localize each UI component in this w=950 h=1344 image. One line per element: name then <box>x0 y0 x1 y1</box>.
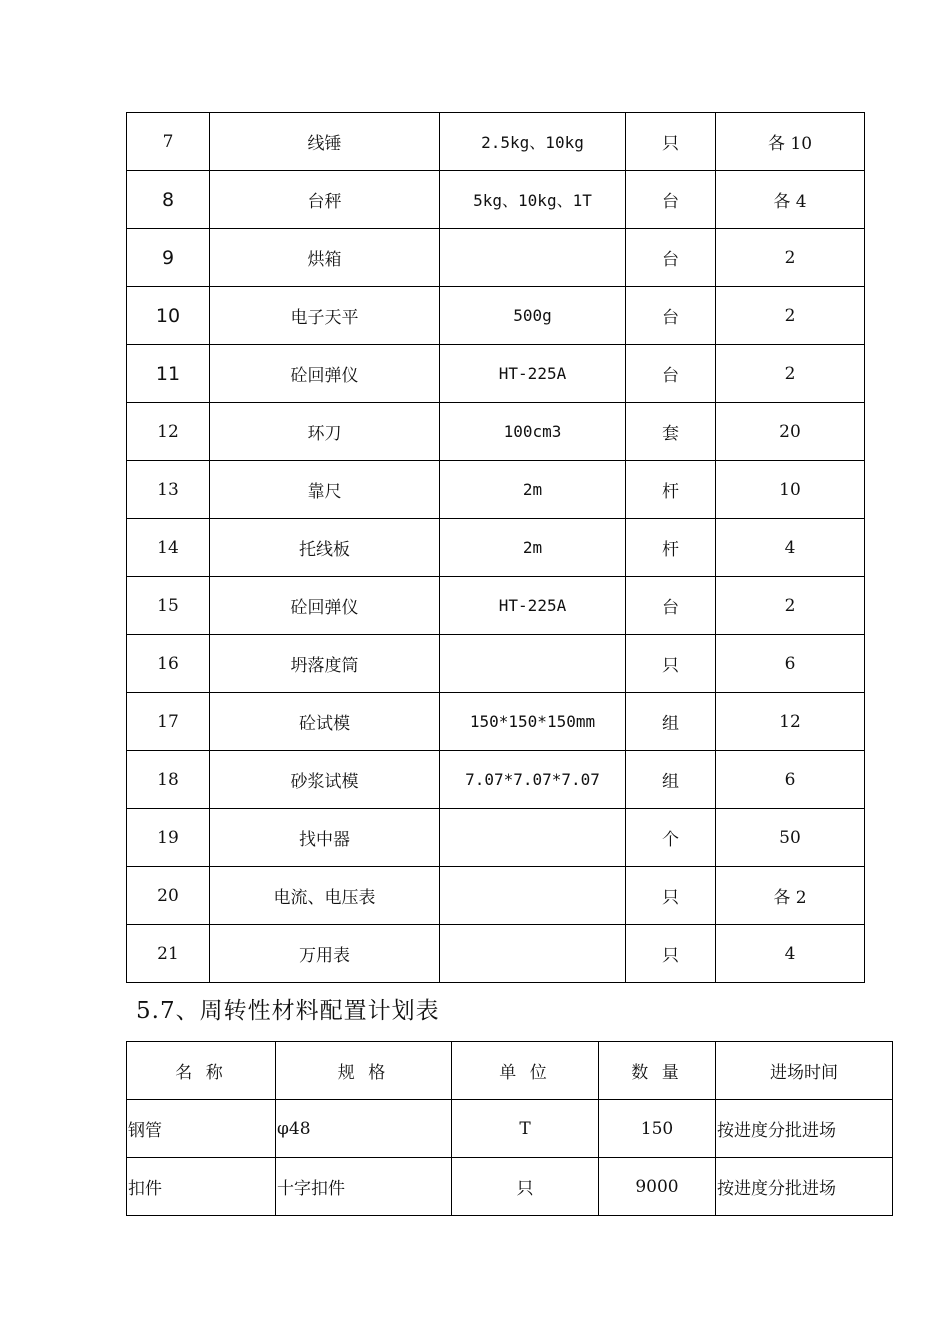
item-spec: 100cm3 <box>440 403 626 461</box>
item-unit: 只 <box>626 867 716 925</box>
item-qty: 6 <box>716 635 865 693</box>
table-row <box>127 751 865 809</box>
row-number: 20 <box>127 867 210 925</box>
row-number: 15 <box>127 577 210 635</box>
row-number: 12 <box>127 403 210 461</box>
item-unit: 台 <box>626 287 716 345</box>
material-plan-table <box>126 1041 893 1216</box>
table-row <box>127 693 865 751</box>
table-row <box>127 171 865 229</box>
item-unit: 组 <box>626 751 716 809</box>
item-unit: 套 <box>626 403 716 461</box>
item-qty: 2 <box>716 229 865 287</box>
table-row <box>127 461 865 519</box>
item-spec <box>440 635 626 693</box>
table-row <box>127 577 865 635</box>
row-number: 14 <box>127 519 210 577</box>
section-title: 5.7、周转性材料配置计划表 <box>136 998 440 1024</box>
table-row <box>127 345 865 403</box>
item-spec: 150*150*150mm <box>440 693 626 751</box>
item-unit: 台 <box>626 171 716 229</box>
item-qty: 4 <box>716 925 865 983</box>
item-qty: 2 <box>716 287 865 345</box>
item-unit: 台 <box>626 229 716 287</box>
row-number: 16 <box>127 635 210 693</box>
row-number: 13 <box>127 461 210 519</box>
item-spec: HT-225A <box>440 345 626 403</box>
item-name: 砼回弹仪 <box>210 577 440 635</box>
item-qty: 2 <box>716 577 865 635</box>
table-row <box>127 287 865 345</box>
header-time: 进场时间 <box>716 1042 893 1100</box>
row-number: 17 <box>127 693 210 751</box>
item-qty: 各 4 <box>716 171 865 229</box>
material-spec: 十字扣件 <box>276 1158 452 1216</box>
item-spec <box>440 925 626 983</box>
item-qty: 50 <box>716 809 865 867</box>
table-row <box>127 925 865 983</box>
item-unit: 只 <box>626 635 716 693</box>
item-name: 托线板 <box>210 519 440 577</box>
row-number: 11 <box>127 345 210 403</box>
row-number: 9 <box>127 229 210 287</box>
material-spec: φ48 <box>276 1100 452 1158</box>
material-arrival-time: 按进度分批进场 <box>716 1158 893 1216</box>
header-qty: 数 量 <box>599 1042 716 1100</box>
header-unit: 单 位 <box>452 1042 599 1100</box>
item-qty: 10 <box>716 461 865 519</box>
table-row <box>127 113 865 171</box>
item-unit: 组 <box>626 693 716 751</box>
item-name: 烘箱 <box>210 229 440 287</box>
row-number: 8 <box>127 171 210 229</box>
item-unit: 杆 <box>626 519 716 577</box>
item-unit: 台 <box>626 345 716 403</box>
item-name: 电流、电压表 <box>210 867 440 925</box>
equipment-table <box>126 112 865 983</box>
item-name: 环刀 <box>210 403 440 461</box>
row-number: 7 <box>127 113 210 171</box>
item-name: 线锤 <box>210 113 440 171</box>
row-number: 10 <box>127 287 210 345</box>
header-spec: 规 格 <box>276 1042 452 1100</box>
item-qty: 12 <box>716 693 865 751</box>
table-header-row <box>127 1042 893 1100</box>
item-spec: 5kg、10kg、1T <box>440 171 626 229</box>
item-unit: 台 <box>626 577 716 635</box>
row-number: 19 <box>127 809 210 867</box>
table-row <box>127 1158 893 1216</box>
item-spec <box>440 867 626 925</box>
table-row <box>127 229 865 287</box>
table-row <box>127 1100 893 1158</box>
item-qty: 6 <box>716 751 865 809</box>
item-spec: HT-225A <box>440 577 626 635</box>
material-unit: 只 <box>452 1158 599 1216</box>
item-spec: 500g <box>440 287 626 345</box>
table-row <box>127 809 865 867</box>
item-qty: 各 2 <box>716 867 865 925</box>
item-qty: 各 10 <box>716 113 865 171</box>
material-qty: 150 <box>599 1100 716 1158</box>
item-unit: 个 <box>626 809 716 867</box>
item-name: 靠尺 <box>210 461 440 519</box>
item-name: 砼试模 <box>210 693 440 751</box>
item-unit: 只 <box>626 113 716 171</box>
material-arrival-time: 按进度分批进场 <box>716 1100 893 1158</box>
material-name: 扣件 <box>127 1158 276 1216</box>
table-row <box>127 519 865 577</box>
row-number: 21 <box>127 925 210 983</box>
item-spec <box>440 809 626 867</box>
item-name: 找中器 <box>210 809 440 867</box>
table-row <box>127 635 865 693</box>
item-name: 砂浆试模 <box>210 751 440 809</box>
material-unit: T <box>452 1100 599 1158</box>
item-spec: 2m <box>440 461 626 519</box>
item-name: 万用表 <box>210 925 440 983</box>
item-spec: 2m <box>440 519 626 577</box>
material-qty: 9000 <box>599 1158 716 1216</box>
item-spec: 2.5kg、10kg <box>440 113 626 171</box>
item-unit: 杆 <box>626 461 716 519</box>
item-spec: 7.07*7.07*7.07 <box>440 751 626 809</box>
item-unit: 只 <box>626 925 716 983</box>
item-qty: 2 <box>716 345 865 403</box>
table-row <box>127 403 865 461</box>
item-name: 台秤 <box>210 171 440 229</box>
item-name: 砼回弹仪 <box>210 345 440 403</box>
material-table-body <box>127 1042 893 1216</box>
item-name: 坍落度筒 <box>210 635 440 693</box>
header-name: 名 称 <box>127 1042 276 1100</box>
item-name: 电子天平 <box>210 287 440 345</box>
equipment-table-body <box>127 113 865 983</box>
item-spec <box>440 229 626 287</box>
row-number: 18 <box>127 751 210 809</box>
item-qty: 20 <box>716 403 865 461</box>
item-qty: 4 <box>716 519 865 577</box>
material-name: 钢管 <box>127 1100 276 1158</box>
table-row <box>127 867 865 925</box>
